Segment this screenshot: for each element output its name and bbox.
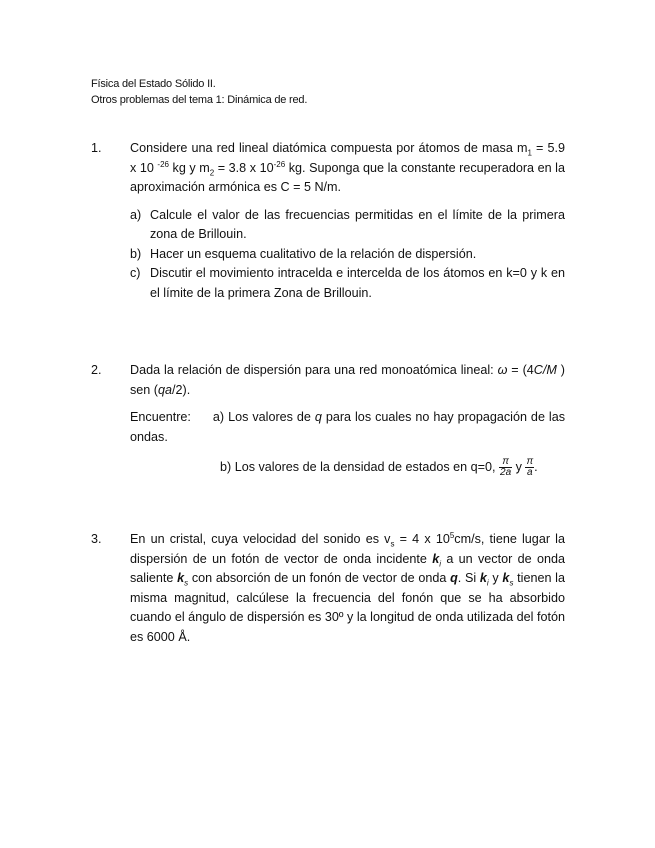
- problem-2: [91, 361, 565, 478]
- subquestion-c: c) Discutir el movimiento intracelda e intercelda de los átomos en k=0 y k en el límite de la primera Zona de Brillouin.: [130, 266, 565, 300]
- subquestion-list: [130, 206, 565, 304]
- fraction-pi-over-a: $\frac{\pi}{a}$: [526, 456, 534, 478]
- fraction-pi-over-2a: $\frac{\pi}{2a}$: [500, 456, 512, 478]
- problem-3: [91, 530, 565, 647]
- subquestion-a: Encuentre: a) Los valores de q para los cuales no hay propagación de las ondas.: [130, 410, 565, 444]
- problem-set-title: Otros problemas del tema 1: Dinámica de red.: [91, 94, 308, 106]
- problem-number: 1.: [91, 141, 102, 155]
- problem-1: [91, 139, 565, 303]
- problem-number: 2.: [91, 363, 102, 377]
- subquestion-b: b) Hacer un esquema cualitativo de la relación de dispersión.: [130, 246, 477, 261]
- problem-number: 3.: [91, 532, 102, 546]
- problem-statement: Dada la relación de dispersión para una red monoatómica lineal: ω = (4C/M ) sen (qa/2). Encuentre: a) Los valores de q para los cuales no hay propagación de las ondas. b) Los valores de la densidad de estados en q=0, $\frac{\pi}{2a}$ y $\frac{\pi}{a}$ .: [130, 363, 565, 478]
- subquestion-b: b) Los valores de la densidad de estados en q=0, $\frac{\pi}{2a}$ y $\frac{\pi}{a}$ .: [220, 456, 538, 478]
- document-header: [91, 76, 307, 108]
- subquestion-a: a) Calcule el valor de las frecuencias permitidas en el límite de la primera zona de Brillouin.: [130, 207, 565, 241]
- problem-statement: En un cristal, cuya velocidad del sonido es $v_s = 4$ x $10^5cm/s$, tiene lugar la dispersión de un fotón de vector de onda incidente $k_i$ a un vector de onda saliente $k_s$ con absorción de un fonón de vector de onda q. Si $k_i$ y $k_s$ tienen la misma magnitud, calcúlese la frecuencia del fonón que se ha absorbido cuando el ángulo de dispersión es 30º y la longitud de onda utilizada del fotón es 6000 Å.: [130, 530, 565, 644]
- problem-statement: Considere una red lineal diatómica compuesta por átomos de masa $m_1 = 5.9$ x 10 $^{-26}$ kg y $m_2 = 3.8$ x $10^{-26}$ kg. Suponga que la constante recuperadora en la aproximación armónica es C = 5 N/m. a) Calcule el valor de las frecuencias permitidas en el límite de la primera zona de Brillouin. b) Hacer un esquema cualitativo de la relación de dispersión. c) Discutir el movimiento intracelda e intercelda de los átomos en k=0 y k en el límite de la primera Zona de Brillouin.: [130, 139, 565, 303]
- course-title: Física del Estado Sólido II.: [91, 78, 216, 90]
